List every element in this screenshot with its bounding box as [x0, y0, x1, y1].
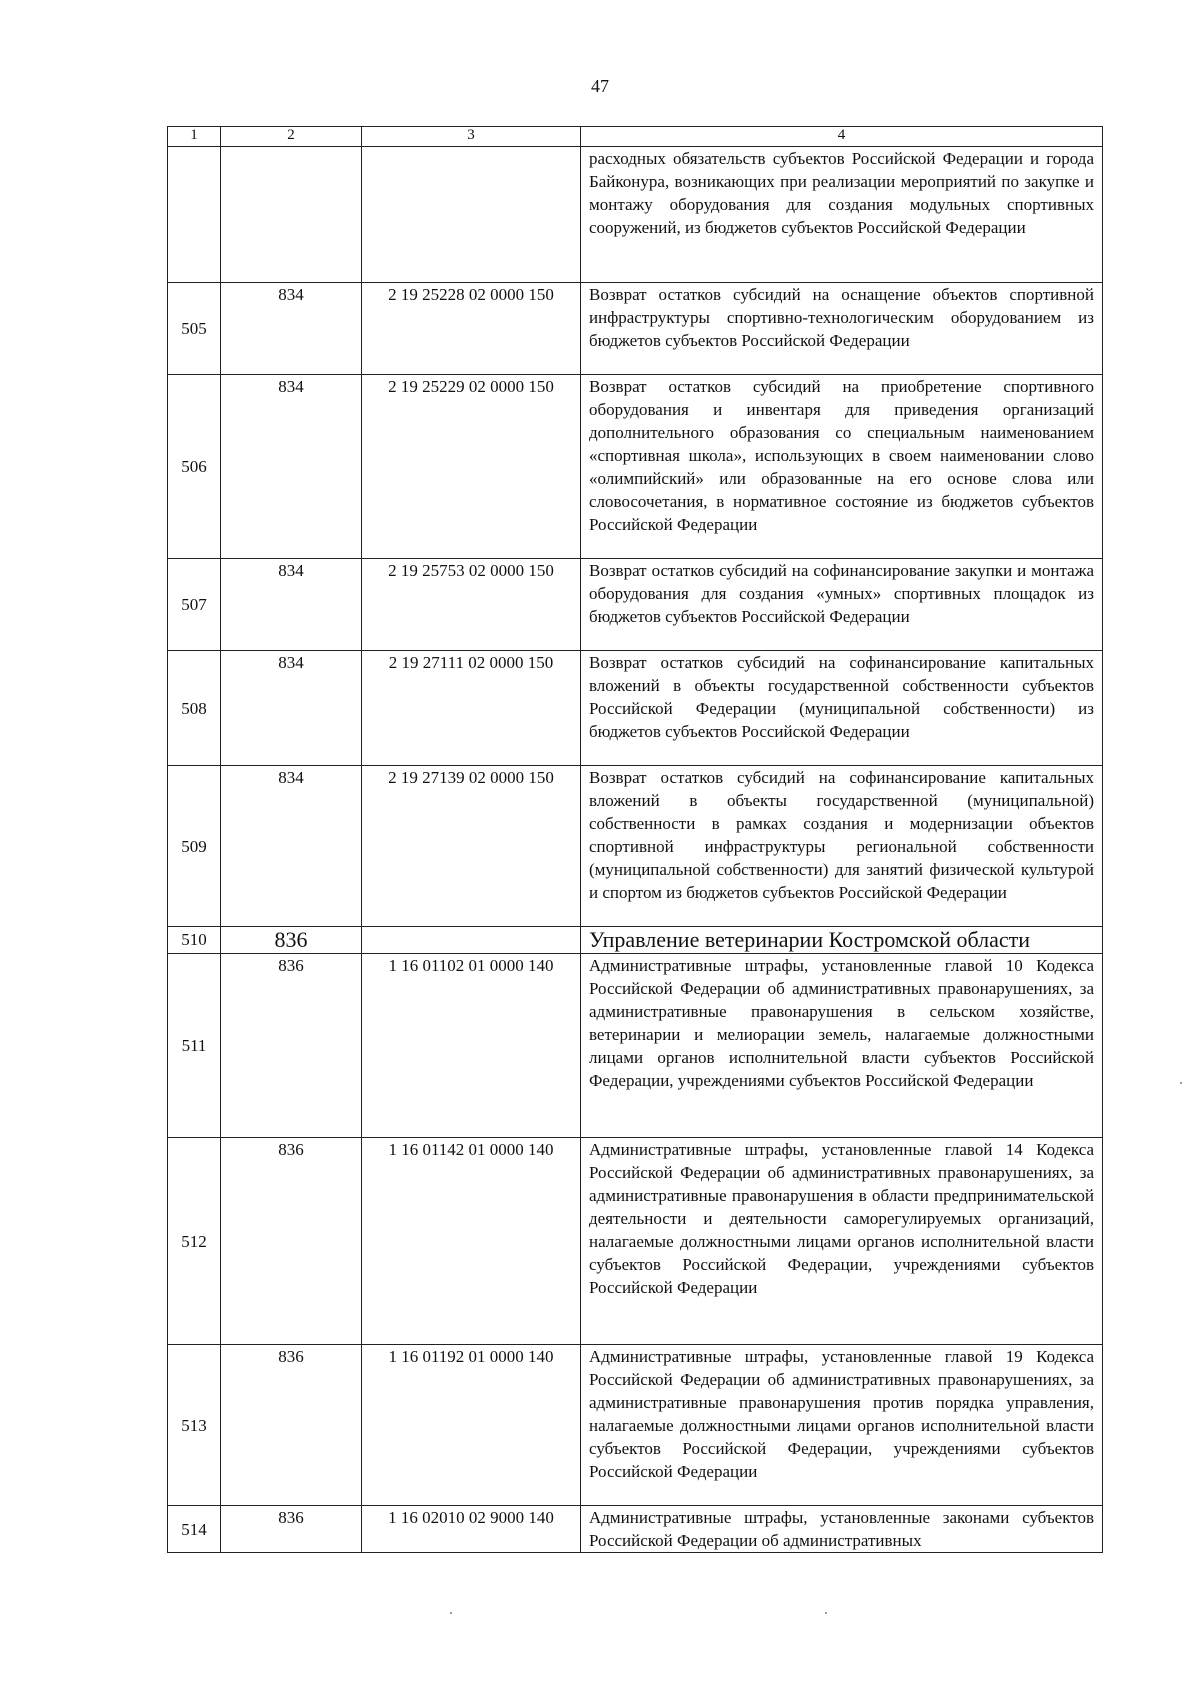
admin-code: 834 — [221, 559, 362, 651]
budget-classification-code: 2 19 25753 02 0000 150 — [362, 559, 581, 651]
row-number: 513 — [168, 1345, 221, 1506]
row-number: 508 — [168, 651, 221, 766]
scan-speck — [450, 1612, 452, 1614]
table-row — [168, 559, 1103, 651]
income-description: Административные штрафы, установленные главой 10 Кодекса Российской Федерации об административных правонарушениях, за административные правонарушения в сельском хозяйстве, ветеринарии и мелиорации земель, налагаемые должностными лицами органов исполнительной власти субъектов Российской Федерации, учреждениями субъектов Российской Федерации — [581, 954, 1103, 1138]
table-row — [168, 375, 1103, 559]
header-col-4: 4 — [581, 127, 1103, 147]
row-number — [168, 147, 221, 283]
income-description: Возврат остатков субсидий на оснащение объектов спортивной инфраструктуры спортивно-технологическим оборудованием из бюджетов субъектов Российской Федерации — [581, 283, 1103, 375]
header-col-2: 2 — [221, 127, 362, 147]
income-description: расходных обязательств субъектов Российской Федерации и города Байконура, возникающих при реализации мероприятий по закупке и монтажу оборудования для создания модульных спортивных сооружений, из бюджетов субъектов Российской Федерации — [581, 147, 1103, 283]
table-row — [168, 1506, 1103, 1553]
income-description: Административные штрафы, установленные главой 19 Кодекса Российской Федерации об административных правонарушениях, за административные правонарушения против порядка управления, налагаемые должностными лицами органов исполнительной власти субъектов Российской Федерации, учреждениями субъектов Российской Федерации — [581, 1345, 1103, 1506]
admin-code: 836 — [221, 1138, 362, 1345]
income-description: Административные штрафы, установленные главой 14 Кодекса Российской Федерации об административных правонарушениях, за административные правонарушения в области предпринимательской деятельности и деятельности саморегулируемых организаций, налагаемые должностными лицами органов исполнительной власти субъектов Российской Федерации, учреждениями субъектов Российской Федерации — [581, 1138, 1103, 1345]
budget-classification-code: 1 16 01142 01 0000 140 — [362, 1138, 581, 1345]
row-number: 505 — [168, 283, 221, 375]
income-description: Возврат остатков субсидий на софинансирование капитальных вложений в объекты государственной собственности субъектов Российской Федерации (муниципальной собственности) из бюджетов субъектов Российской Федерации — [581, 651, 1103, 766]
income-description: Возврат остатков субсидий на софинансирование закупки и монтажа оборудования для создания «умных» спортивных площадок из бюджетов субъектов Российской Федерации — [581, 559, 1103, 651]
budget-codes-table — [167, 126, 1103, 1553]
table-header-row — [168, 127, 1103, 147]
table-row — [168, 766, 1103, 927]
row-number: 509 — [168, 766, 221, 927]
header-col-1: 1 — [168, 127, 221, 147]
row-number: 512 — [168, 1138, 221, 1345]
row-number: 507 — [168, 559, 221, 651]
income-description: Возврат остатков субсидий на приобретение спортивного оборудования и инвентаря для приведения организаций дополнительного образования со специальным наименованием «спортивная школа», использующих в своем наименовании слово «олимпийский» или образованные на его основе слова или словосочетания, в нормативное состояние из бюджетов субъектов Российской Федерации — [581, 375, 1103, 559]
income-description: Административные штрафы, установленные законами субъектов Российской Федерации об административных — [581, 1506, 1103, 1553]
budget-classification-code: 2 19 25229 02 0000 150 — [362, 375, 581, 559]
budget-classification-code: 2 19 27111 02 0000 150 — [362, 651, 581, 766]
agency-header-row — [168, 927, 1103, 954]
admin-code: 836 — [221, 1345, 362, 1506]
admin-code: 834 — [221, 375, 362, 559]
table-row — [168, 651, 1103, 766]
row-number: 511 — [168, 954, 221, 1138]
admin-code: 834 — [221, 766, 362, 927]
table-row — [168, 1345, 1103, 1506]
table-row — [168, 147, 1103, 283]
admin-code — [221, 147, 362, 283]
budget-classification-code: 1 16 01102 01 0000 140 — [362, 954, 581, 1138]
admin-code: 834 — [221, 651, 362, 766]
scan-speck — [1180, 1082, 1182, 1084]
admin-code: 836 — [221, 1506, 362, 1553]
table-row — [168, 1138, 1103, 1345]
budget-classification-code: 2 19 25228 02 0000 150 — [362, 283, 581, 375]
admin-code: 836 — [221, 954, 362, 1138]
row-number: 514 — [168, 1506, 221, 1553]
scan-speck — [825, 1612, 827, 1614]
admin-code: 836 — [221, 927, 362, 954]
row-number: 506 — [168, 375, 221, 559]
budget-classification-code: 1 16 01192 01 0000 140 — [362, 1345, 581, 1506]
budget-classification-code — [362, 927, 581, 954]
budget-classification-code — [362, 147, 581, 283]
row-number: 510 — [168, 927, 221, 954]
table-row — [168, 283, 1103, 375]
admin-code: 834 — [221, 283, 362, 375]
income-description: Возврат остатков субсидий на софинансирование капитальных вложений в объекты государственной (муниципальной) собственности в рамках создания и модернизации объектов спортивной инфраструктуры региональной собственности (муниципальной собственности) для занятий физической культурой и спортом из бюджетов субъектов Российской Федерации — [581, 766, 1103, 927]
budget-classification-code: 2 19 27139 02 0000 150 — [362, 766, 581, 927]
page-number: 47 — [591, 76, 609, 96]
agency-name: Управление ветеринарии Костромской области — [581, 927, 1103, 954]
header-col-3: 3 — [362, 127, 581, 147]
budget-classification-code: 1 16 02010 02 9000 140 — [362, 1506, 581, 1553]
table-row — [168, 954, 1103, 1138]
